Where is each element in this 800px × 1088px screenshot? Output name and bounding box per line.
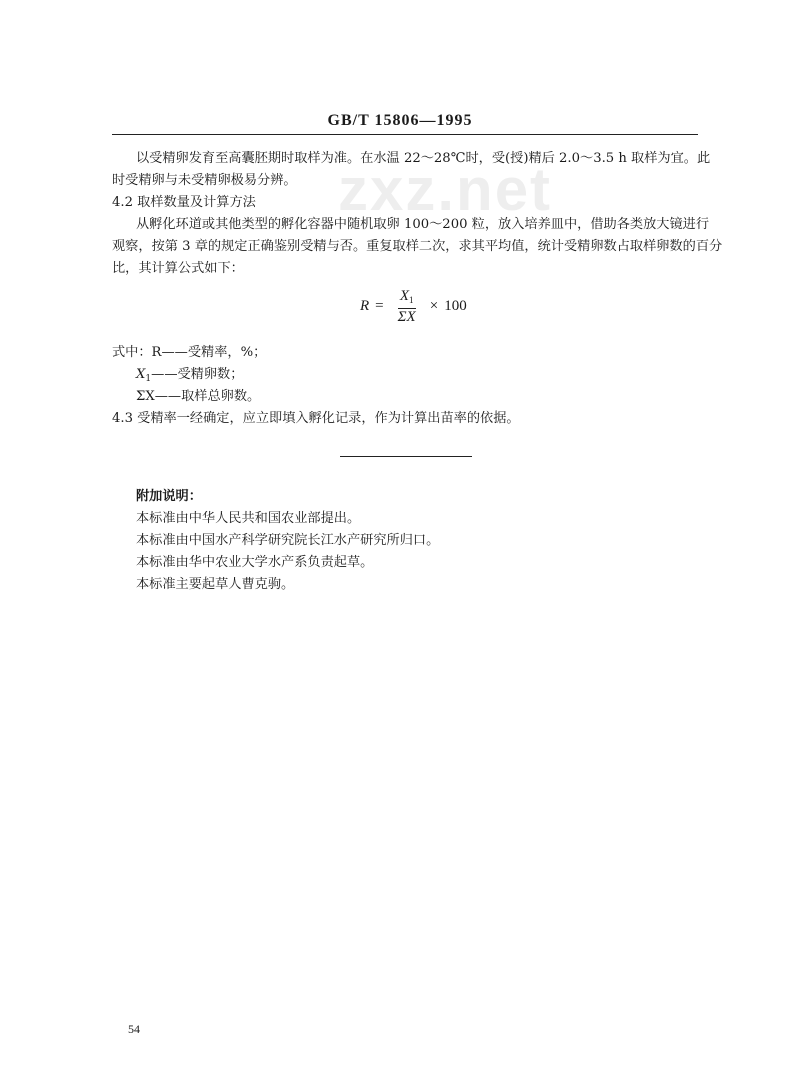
formula-numerator: [398, 288, 416, 309]
where-variable: X: [136, 367, 146, 382]
end-rule: [340, 456, 472, 457]
where-line: [136, 366, 243, 388]
page-number: 54: [128, 1022, 140, 1036]
notes-item: 本标准由华中农业大学水产系负责起草。: [136, 555, 374, 570]
notes-item: 本标准主要起草人曹克驹。: [136, 577, 295, 592]
formula-fraction: [396, 288, 418, 325]
formula-times: ×: [429, 297, 439, 314]
where-line: 式中：R——受精率，%；: [112, 345, 267, 360]
standard-number-header: GB/T 15806—1995: [327, 112, 473, 129]
section-4-3: 4.3 受精率一经确定，应立即填入孵化记录，作为计算出苗率的依据。: [112, 411, 520, 426]
where-text: ——受精卵数；: [151, 367, 244, 382]
where-line: ΣX——取样总卵数。: [136, 389, 261, 404]
notes-title: 附加说明：: [136, 489, 202, 504]
paragraph-line: 观察，按第 3 章的规定正确鉴别受精与否。重复取样二次，求其平均值，统计受精卵数占取样卵数的百分: [112, 239, 723, 254]
notes-item: 本标准由中华人民共和国农业部提出。: [136, 511, 361, 526]
paragraph-line: 比，其计算公式如下：: [112, 261, 244, 276]
notes-item: 本标准由中国水产科学研究院长江水产研究所归口。: [136, 533, 440, 548]
paragraph-line: 从孵化环道或其他类型的孵化容器中随机取卵 100～200 粒，放入培养皿中，借助各类放大镜进行: [136, 217, 710, 232]
paragraph-line: 时受精卵与未受精卵极易分辨。: [112, 173, 297, 188]
formula-equals: =: [375, 297, 384, 314]
section-4-2-heading: 4.2 取样数量及计算方法: [112, 195, 256, 210]
fertilization-rate-formula: [360, 286, 467, 326]
header-rule: [112, 134, 698, 135]
watermark: zxz.net: [338, 156, 553, 223]
numerator-variable: X: [399, 287, 410, 304]
formula-lhs: R: [360, 297, 370, 314]
formula-factor: 100: [444, 297, 467, 314]
numerator-subscript: 1: [409, 294, 414, 305]
formula-denominator: ΣX: [397, 308, 416, 325]
where-subscript: 1: [145, 374, 152, 384]
paragraph-line: 以受精卵发育至高囊胚期时取样为准。在水温 22～28℃时，受(授)精后 2.0～3.5 h 取样为宜。此: [136, 151, 711, 166]
